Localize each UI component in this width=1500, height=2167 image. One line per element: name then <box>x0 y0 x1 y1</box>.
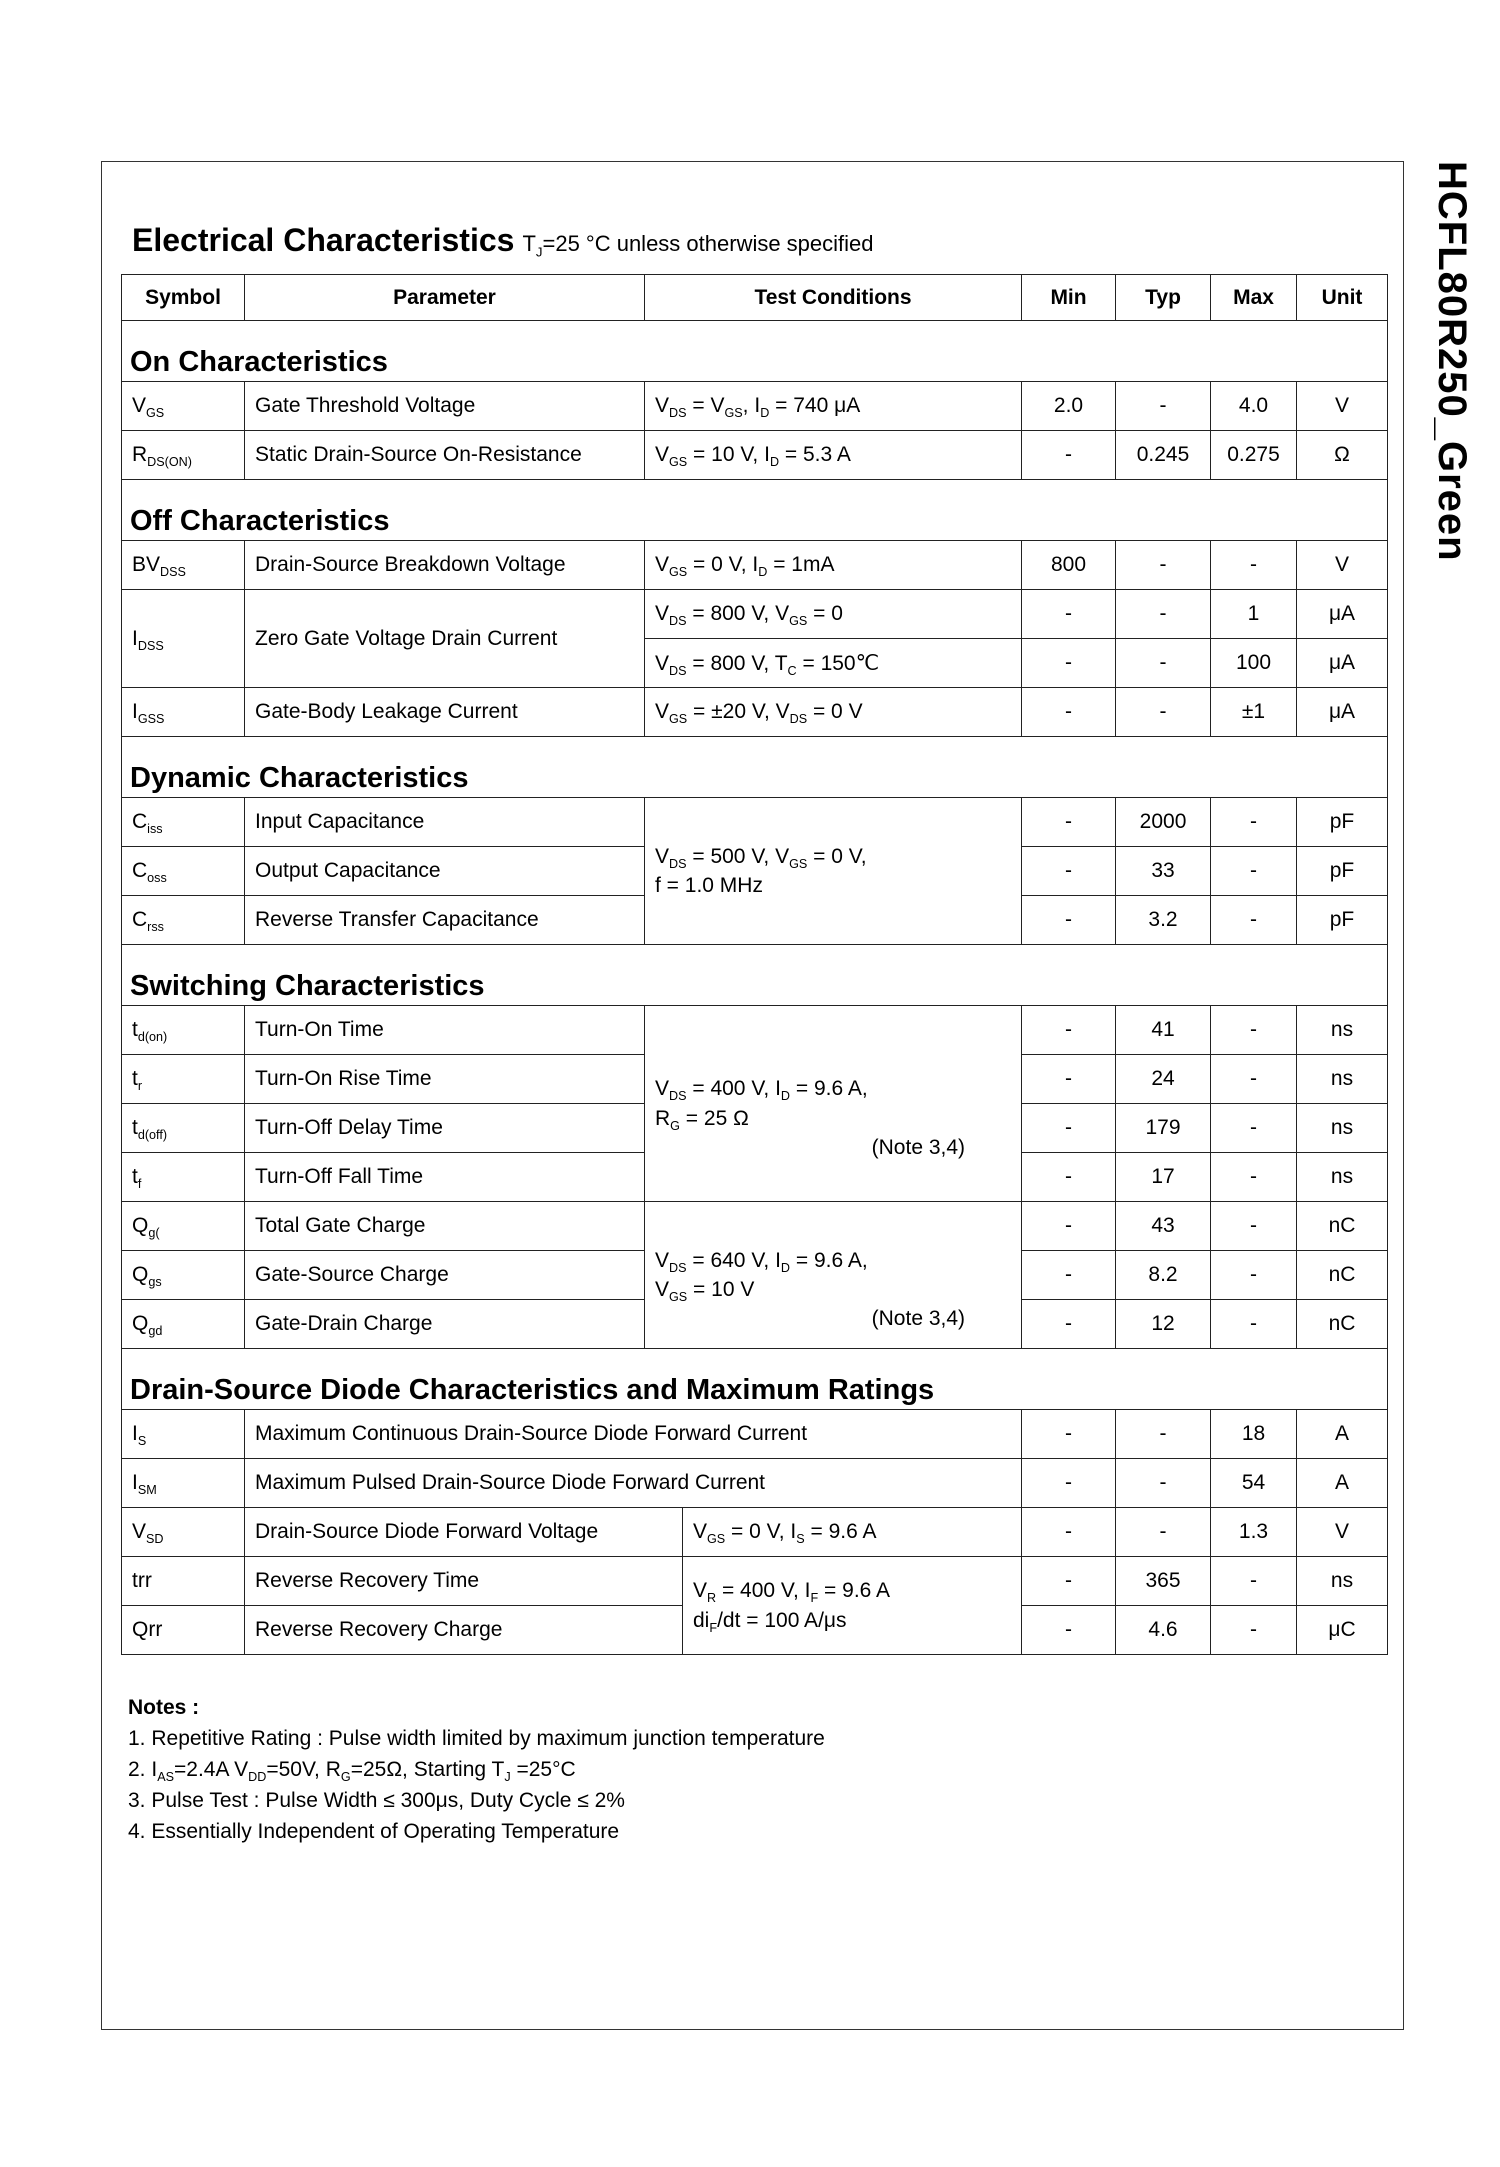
test-condition-cell: $V_{DS} = 500$ V, $V_{GS} = 0$ V, f = 1.0 MHz <box>645 798 1022 945</box>
max-cell: - <box>1211 1006 1297 1055</box>
max-cell: - <box>1211 1153 1297 1202</box>
header-symbol: Symbol <box>122 275 245 321</box>
parameter-cell: Maximum Continuous Drain-Source Diode Forward Current <box>245 1410 1022 1459</box>
unit-cell: V <box>1297 541 1388 590</box>
table-row <box>122 1557 1388 1606</box>
unit-cell: ns <box>1297 1153 1388 1202</box>
table-row <box>122 798 1388 847</box>
symbol-cell: $I_{SM}$ <box>122 1459 245 1508</box>
unit-cell: ns <box>1297 1006 1388 1055</box>
parameter-cell: Maximum Pulsed Drain-Source Diode Forward Current <box>245 1459 1022 1508</box>
unit-cell: μC <box>1297 1606 1388 1655</box>
typ-cell: 8.2 <box>1116 1251 1211 1300</box>
note-reference: (Note 3,4) <box>871 1135 966 1159</box>
page-title <box>132 222 874 259</box>
symbol-cell: $I_{GSS}$ <box>122 688 245 737</box>
min-cell: - <box>1022 847 1116 896</box>
min-cell: - <box>1022 1410 1116 1459</box>
table-row <box>122 590 1388 639</box>
max-cell: - <box>1211 1557 1297 1606</box>
min-cell: - <box>1022 1606 1116 1655</box>
typ-cell: 43 <box>1116 1202 1211 1251</box>
table-header-row <box>122 275 1388 321</box>
unit-cell: A <box>1297 1410 1388 1459</box>
table-row <box>122 1459 1388 1508</box>
section-row <box>122 737 1388 798</box>
max-cell: 1 <box>1211 590 1297 639</box>
min-cell: - <box>1022 688 1116 737</box>
header-parameter: Parameter <box>245 275 645 321</box>
unit-cell: pF <box>1297 798 1388 847</box>
min-cell: - <box>1022 1557 1116 1606</box>
section-row <box>122 480 1388 541</box>
symbol-cell: $C_{rss}$ <box>122 896 245 945</box>
note-item: 4. Essentially Independent of Operating Temperature <box>128 1820 620 1843</box>
table-row <box>122 1006 1388 1055</box>
typ-cell: - <box>1116 1459 1211 1508</box>
parameter-cell: Total Gate Charge <box>245 1202 645 1251</box>
min-cell: - <box>1022 1006 1116 1055</box>
parameter-cell: Gate-Source Charge <box>245 1251 645 1300</box>
typ-cell: 12 <box>1116 1300 1211 1349</box>
typ-cell: 179 <box>1116 1104 1211 1153</box>
parameter-cell: Turn-Off Fall Time <box>245 1153 645 1202</box>
parameter-cell: Gate-Body Leakage Current <box>245 688 645 737</box>
unit-cell: nC <box>1297 1251 1388 1300</box>
min-cell: - <box>1022 1104 1116 1153</box>
section-title: Drain-Source Diode Characteristics and Maximum Ratings <box>122 1349 1388 1410</box>
table-row <box>122 1202 1388 1251</box>
header-min: Min <box>1022 275 1116 321</box>
typ-cell: - <box>1116 590 1211 639</box>
typ-cell: 41 <box>1116 1006 1211 1055</box>
electrical-characteristics-table <box>121 274 1388 1655</box>
table-row <box>122 382 1388 431</box>
symbol-cell: $BV_{DSS}$ <box>122 541 245 590</box>
table-row <box>122 1410 1388 1459</box>
unit-cell: pF <box>1297 847 1388 896</box>
symbol-cell: $V_{SD}$ <box>122 1508 245 1557</box>
symbol-cell: $t_f$ <box>122 1153 245 1202</box>
header-test-conditions: Test Conditions <box>645 275 1022 321</box>
max-cell: 18 <box>1211 1410 1297 1459</box>
typ-cell: 24 <box>1116 1055 1211 1104</box>
unit-cell: V <box>1297 382 1388 431</box>
unit-cell: A <box>1297 1459 1388 1508</box>
unit-cell: ns <box>1297 1557 1388 1606</box>
test-condition-cell: $V_{DS} = 800$ V, $T_C$ = 150℃ <box>645 639 1022 688</box>
min-cell: - <box>1022 1153 1116 1202</box>
min-cell: - <box>1022 798 1116 847</box>
test-condition-cell: $V_{GS} = 0$ V, $I_D = 1mA$ <box>645 541 1022 590</box>
test-condition-cell: $V_{DS} = 400$ V, $I_D = 9.6$ A, $R_G = 25$ Ω (Note 3,4) <box>645 1006 1022 1202</box>
symbol-cell: $C_{iss}$ <box>122 798 245 847</box>
test-condition-cell: $V_{DS} = 640$ V, $I_D = 9.6$ A, $V_{GS} = 10$ V (Note 3,4) <box>645 1202 1022 1349</box>
note-reference: (Note 3,4) <box>871 1307 966 1331</box>
parameter-cell: Turn-Off Delay Time <box>245 1104 645 1153</box>
header-unit: Unit <box>1297 275 1388 321</box>
min-cell: - <box>1022 431 1116 480</box>
section-row <box>122 945 1388 1006</box>
min-cell: - <box>1022 1055 1116 1104</box>
typ-cell: 33 <box>1116 847 1211 896</box>
symbol-cell: $I_{DSS}$ <box>122 590 245 688</box>
max-cell: ±1 <box>1211 688 1297 737</box>
symbol-cell: $Q_{gs}$ <box>122 1251 245 1300</box>
max-cell: - <box>1211 1251 1297 1300</box>
symbol-cell: Qrr <box>122 1606 245 1655</box>
title-main: Electrical Characteristics <box>132 222 515 258</box>
min-cell: - <box>1022 1202 1116 1251</box>
section-row <box>122 321 1388 382</box>
max-cell: 1.3 <box>1211 1508 1297 1557</box>
typ-cell: - <box>1116 1410 1211 1459</box>
max-cell: - <box>1211 798 1297 847</box>
section-title: Off Characteristics <box>122 480 1388 541</box>
typ-cell: 0.245 <box>1116 431 1211 480</box>
max-cell: - <box>1211 1104 1297 1153</box>
min-cell: - <box>1022 896 1116 945</box>
max-cell: - <box>1211 1606 1297 1655</box>
typ-cell: 2000 <box>1116 798 1211 847</box>
unit-cell: pF <box>1297 896 1388 945</box>
unit-cell: Ω <box>1297 431 1388 480</box>
max-cell: 4.0 <box>1211 382 1297 431</box>
typ-cell: 17 <box>1116 1153 1211 1202</box>
typ-cell: - <box>1116 382 1211 431</box>
parameter-cell: Zero Gate Voltage Drain Current <box>245 590 645 688</box>
min-cell: - <box>1022 590 1116 639</box>
min-cell: - <box>1022 1508 1116 1557</box>
symbol-cell: $Q_{g(}$ <box>122 1202 245 1251</box>
unit-cell: ns <box>1297 1104 1388 1153</box>
section-title: Dynamic Characteristics <box>122 737 1388 798</box>
parameter-cell: Reverse Transfer Capacitance <box>245 896 645 945</box>
unit-cell: V <box>1297 1508 1388 1557</box>
test-condition-cell: $V_R = 400$ V, $I_F = 9.6$ A $di_F/dt = 100$ A/μs <box>683 1557 1022 1655</box>
unit-cell: μA <box>1297 590 1388 639</box>
note-item: 2. $I_{AS}=2.4A$ $V_{DD}=50V$, $R_G=25\Omega$, Starting $T_J =25^\circ C$ <box>128 1758 576 1785</box>
notes-heading: Notes : <box>128 1696 200 1719</box>
unit-cell: μA <box>1297 639 1388 688</box>
part-number-title: HCFL80R250_Green <box>1430 161 1474 562</box>
parameter-cell: Gate Threshold Voltage <box>245 382 645 431</box>
max-cell: - <box>1211 847 1297 896</box>
max-cell: 100 <box>1211 639 1297 688</box>
table-row <box>122 1508 1388 1557</box>
min-cell: - <box>1022 1251 1116 1300</box>
max-cell: - <box>1211 541 1297 590</box>
unit-cell: nC <box>1297 1202 1388 1251</box>
unit-cell: ns <box>1297 1055 1388 1104</box>
max-cell: 54 <box>1211 1459 1297 1508</box>
typ-cell: 365 <box>1116 1557 1211 1606</box>
min-cell: 800 <box>1022 541 1116 590</box>
section-row <box>122 1349 1388 1410</box>
table-row <box>122 431 1388 480</box>
symbol-cell: $t_{d(off)}$ <box>122 1104 245 1153</box>
min-cell: 2.0 <box>1022 382 1116 431</box>
parameter-cell: Drain-Source Diode Forward Voltage <box>245 1508 683 1557</box>
parameter-cell: Drain-Source Breakdown Voltage <box>245 541 645 590</box>
symbol-cell: $V_{GS}$ <box>122 382 245 431</box>
typ-cell: - <box>1116 688 1211 737</box>
test-condition-cell: $V_{DS} = 800$ V, $V_{GS} = 0$ <box>645 590 1022 639</box>
symbol-cell: trr <box>122 1557 245 1606</box>
header-max: Max <box>1211 275 1297 321</box>
max-cell: - <box>1211 1300 1297 1349</box>
min-cell: - <box>1022 1459 1116 1508</box>
parameter-cell: Reverse Recovery Time <box>245 1557 683 1606</box>
note-item: 1. Repetitive Rating : Pulse width limited by maximum junction temperature <box>128 1727 825 1750</box>
parameter-cell: Static Drain-Source On-Resistance <box>245 431 645 480</box>
title-condition: $T_J=25$ °C unless otherwise specified <box>522 231 874 260</box>
note-item: 3. Pulse Test : Pulse Width ≤ 300μs, Duty Cycle ≤ 2% <box>128 1789 625 1812</box>
test-condition-cell: $V_{GS} = 0$ V, $I_S = 9.6$ A <box>683 1508 1022 1557</box>
test-condition-cell: $V_{GS} = 10$ V, $I_D = 5.3$ A <box>645 431 1022 480</box>
parameter-cell: Reverse Recovery Charge <box>245 1606 683 1655</box>
max-cell: - <box>1211 1055 1297 1104</box>
parameter-cell: Gate-Drain Charge <box>245 1300 645 1349</box>
unit-cell: nC <box>1297 1300 1388 1349</box>
symbol-cell: $R_{DS(ON)}$ <box>122 431 245 480</box>
symbol-cell: $t_r$ <box>122 1055 245 1104</box>
symbol-cell: $C_{oss}$ <box>122 847 245 896</box>
parameter-cell: Output Capacitance <box>245 847 645 896</box>
max-cell: 0.275 <box>1211 431 1297 480</box>
parameter-cell: Turn-On Time <box>245 1006 645 1055</box>
typ-cell: 3.2 <box>1116 896 1211 945</box>
unit-cell: μA <box>1297 688 1388 737</box>
symbol-cell: $Q_{gd}$ <box>122 1300 245 1349</box>
symbol-cell: $t_{d(on)}$ <box>122 1006 245 1055</box>
typ-cell: - <box>1116 1508 1211 1557</box>
table-row <box>122 541 1388 590</box>
min-cell: - <box>1022 639 1116 688</box>
section-title: Switching Characteristics <box>122 945 1388 1006</box>
notes-section <box>128 1692 825 1847</box>
symbol-cell: $I_S$ <box>122 1410 245 1459</box>
section-title: On Characteristics <box>122 321 1388 382</box>
typ-cell: - <box>1116 639 1211 688</box>
max-cell: - <box>1211 1202 1297 1251</box>
test-condition-cell: $V_{GS} = \pm 20$ V, $V_{DS} = 0$ V <box>645 688 1022 737</box>
typ-cell: 4.6 <box>1116 1606 1211 1655</box>
table-row <box>122 688 1388 737</box>
max-cell: - <box>1211 896 1297 945</box>
min-cell: - <box>1022 1300 1116 1349</box>
typ-cell: - <box>1116 541 1211 590</box>
parameter-cell: Input Capacitance <box>245 798 645 847</box>
header-typ: Typ <box>1116 275 1211 321</box>
parameter-cell: Turn-On Rise Time <box>245 1055 645 1104</box>
test-condition-cell: $V_{DS} = V_{GS}$, $I_D = 740$ μA <box>645 382 1022 431</box>
